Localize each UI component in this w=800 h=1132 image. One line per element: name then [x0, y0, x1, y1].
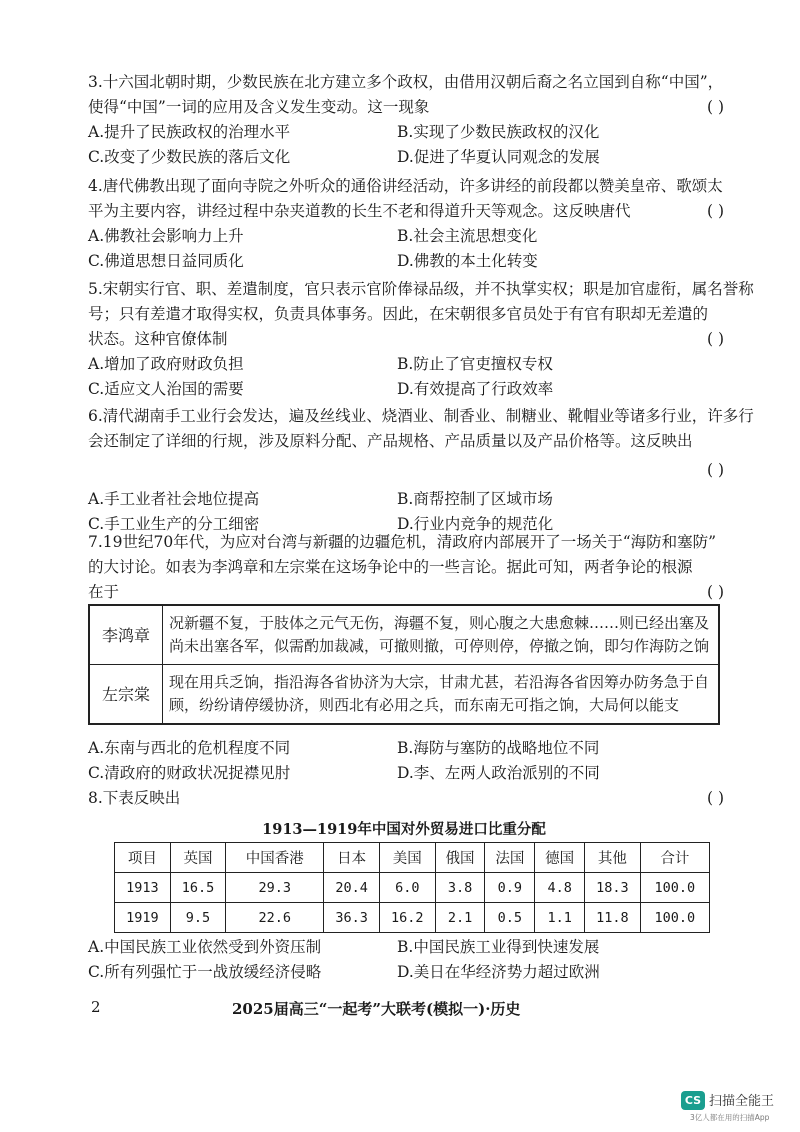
answer-bracket: ( ) — [706, 330, 724, 348]
column-header: 中国香港 — [226, 843, 324, 873]
table-row — [89, 665, 719, 725]
table-cell: 0.9 — [485, 873, 535, 903]
option-c: C.手工业生产的分工细密 — [88, 515, 260, 533]
quote-table — [88, 604, 720, 725]
speaker-quote: 况新疆不复，于肢体之元气无伤，海疆不复，则心腹之大患愈棘……则已经出塞及尚未出塞各军，似需酌加裁减，可撤则撤，可停则停，停撤之饷，即匀作海防之饷 — [163, 605, 720, 665]
table-cell: 36.3 — [324, 903, 380, 933]
option-b: B.海防与塞防的战略地位不同 — [397, 739, 600, 757]
question-stem-line: 会还制定了详细的行规，涉及原料分配、产品规格、产品质量以及产品价格等。这反映出 — [88, 432, 693, 450]
option-d: D.促进了华夏认同观念的发展 — [397, 148, 600, 166]
question-stem-line: 平为主要内容，讲经过程中杂夹道教的长生不老和得道升天等观念。这反映唐代 — [88, 202, 631, 220]
table-cell: 1.1 — [535, 903, 585, 933]
table-title: 1913—1919年中国对外贸易进口比重分配 — [262, 821, 546, 838]
option-a: A.手工业者社会地位提高 — [88, 490, 260, 508]
answer-bracket: ( ) — [706, 461, 724, 479]
table-cell: 100.0 — [640, 903, 709, 933]
table-cell: 3.8 — [435, 873, 485, 903]
question-stem-line: 在于 — [88, 583, 120, 601]
question-5 — [88, 277, 754, 402]
options — [88, 352, 724, 402]
column-header: 英国 — [170, 843, 226, 873]
question-8 — [88, 786, 724, 811]
option-b: B.商帮控制了区域市场 — [397, 490, 553, 508]
option-c: C.适应文人治国的需要 — [88, 380, 244, 398]
column-header: 俄国 — [435, 843, 485, 873]
table-cell: 29.3 — [226, 873, 324, 903]
column-header: 美国 — [379, 843, 435, 873]
option-b: B.中国民族工业得到快速发展 — [397, 938, 600, 956]
table-cell: 20.4 — [324, 873, 380, 903]
table-cell: 9.5 — [170, 903, 226, 933]
exam-title: 2025届高三“一起考”大联考(模拟一)·历史 — [232, 1000, 521, 1018]
question-8-options — [88, 935, 724, 985]
option-d: D.有效提高了行政效率 — [397, 380, 554, 398]
page-number: 2 — [91, 998, 101, 1016]
table-row — [89, 605, 719, 665]
question-4 — [88, 174, 724, 274]
table-cell: 1913 — [115, 873, 171, 903]
options — [88, 120, 724, 170]
table-header-row — [115, 843, 710, 873]
answer-bracket: ( ) — [706, 583, 724, 601]
question-3 — [88, 70, 724, 170]
table-cell: 11.8 — [585, 903, 641, 933]
table-cell: 16.5 — [170, 873, 226, 903]
table-row — [115, 903, 710, 933]
watermark-name: 扫描全能王 — [709, 1094, 775, 1109]
column-header: 法国 — [485, 843, 535, 873]
camscanner-logo-icon: CS — [681, 1091, 705, 1110]
option-c: C.改变了少数民族的落后文化 — [88, 148, 291, 166]
option-c: C.所有列强忙于一战放缓经济侵略 — [88, 963, 322, 981]
table-cell: 22.6 — [226, 903, 324, 933]
question-7-options — [88, 736, 724, 786]
question-7 — [88, 530, 724, 605]
question-stem-line: 8.下表反映出 — [88, 789, 181, 807]
option-b: B.实现了少数民族政权的汉化 — [397, 123, 600, 141]
question-6 — [88, 404, 754, 537]
option-c: C.佛道思想日益同质化 — [88, 252, 244, 270]
answer-bracket: ( ) — [706, 202, 724, 220]
speaker-name: 左宗棠 — [89, 665, 163, 725]
option-b: B.防止了官吏擅权专权 — [397, 355, 553, 373]
option-a: A.增加了政府财政负担 — [88, 355, 244, 373]
option-d: D.行业内竞争的规范化 — [397, 515, 554, 533]
option-d: D.李、左两人政治派别的不同 — [397, 764, 600, 782]
trade-table — [114, 842, 710, 933]
table-cell: 2.1 — [435, 903, 485, 933]
speaker-quote: 现在用兵乏饷，指沿海各省协济为大宗，甘肃尤甚，若沿海各省因筹办防务急于自顾，纷纷请停缓协济，则西北有必用之兵，而东南无可指之饷，大局何以能支 — [163, 665, 720, 725]
column-header: 其他 — [585, 843, 641, 873]
question-stem-line: 状态。这种官僚体制 — [88, 330, 228, 348]
speaker-name: 李鸿章 — [89, 605, 163, 665]
column-header: 德国 — [535, 843, 585, 873]
option-a: A.中国民族工业依然受到外资压制 — [88, 938, 322, 956]
table-cell: 4.8 — [535, 873, 585, 903]
table-cell: 16.2 — [379, 903, 435, 933]
table-cell: 100.0 — [640, 873, 709, 903]
question-stem-line: 的大讨论。如表为李鸿章和左宗棠在这场争论中的一些言论。据此可知，两者争论的根源 — [88, 558, 693, 576]
question-stem-line: 7.19世纪70年代，为应对台湾与新疆的边疆危机，清政府内部展开了一场关于“海防和塞防” — [88, 533, 717, 551]
answer-bracket: ( ) — [706, 789, 724, 807]
option-c: C.清政府的财政状况捉襟见肘 — [88, 764, 291, 782]
question-stem-line: 6.清代湖南手工业行会发达，遍及丝线业、烧酒业、制香业、制糖业、靴帽业等诸多行业，许多行 — [88, 407, 754, 425]
option-b: B.社会主流思想变化 — [397, 227, 538, 245]
table-cell: 6.0 — [379, 873, 435, 903]
table-cell: 0.5 — [485, 903, 535, 933]
option-a: A.佛教社会影响力上升 — [88, 227, 244, 245]
options — [88, 736, 724, 786]
option-a: A.东南与西北的危机程度不同 — [88, 739, 291, 757]
options — [88, 224, 724, 274]
watermark-tagline: 3亿人都在用的扫描App — [690, 1113, 770, 1122]
question-stem-line: 号；只有差遣才取得实权，负责具体事务。因此，在宋朝很多官员处于有官有职却无差遣的 — [88, 305, 709, 323]
question-stem-line: 3.十六国北朝时期，少数民族在北方建立多个政权，由借用汉朝后裔之名立国到自称“中国”， — [88, 73, 724, 91]
table-cell: 18.3 — [585, 873, 641, 903]
column-header: 日本 — [324, 843, 380, 873]
answer-bracket: ( ) — [706, 98, 724, 116]
option-d: D.美日在华经济势力超过欧洲 — [397, 963, 600, 981]
option-a: A.提升了民族政权的治理水平 — [88, 123, 291, 141]
question-stem-line: 5.宋朝实行官、职、差遣制度，官只表示官阶俸禄品级，并不执掌实权；职是加官虚衔，属名誉称 — [88, 280, 754, 298]
column-header: 合计 — [640, 843, 709, 873]
option-d: D.佛教的本土化转变 — [397, 252, 538, 270]
question-stem-line: 使得“中国”一词的应用及含义发生变动。这一现象 — [88, 98, 430, 116]
table-cell: 1919 — [115, 903, 171, 933]
options — [88, 935, 724, 985]
question-stem-line: 4.唐代佛教出现了面向寺院之外听众的通俗讲经活动，许多讲经的前段都以赞美皇帝、歌颂太 — [88, 177, 723, 195]
column-header: 项目 — [115, 843, 171, 873]
table-row — [115, 873, 710, 903]
